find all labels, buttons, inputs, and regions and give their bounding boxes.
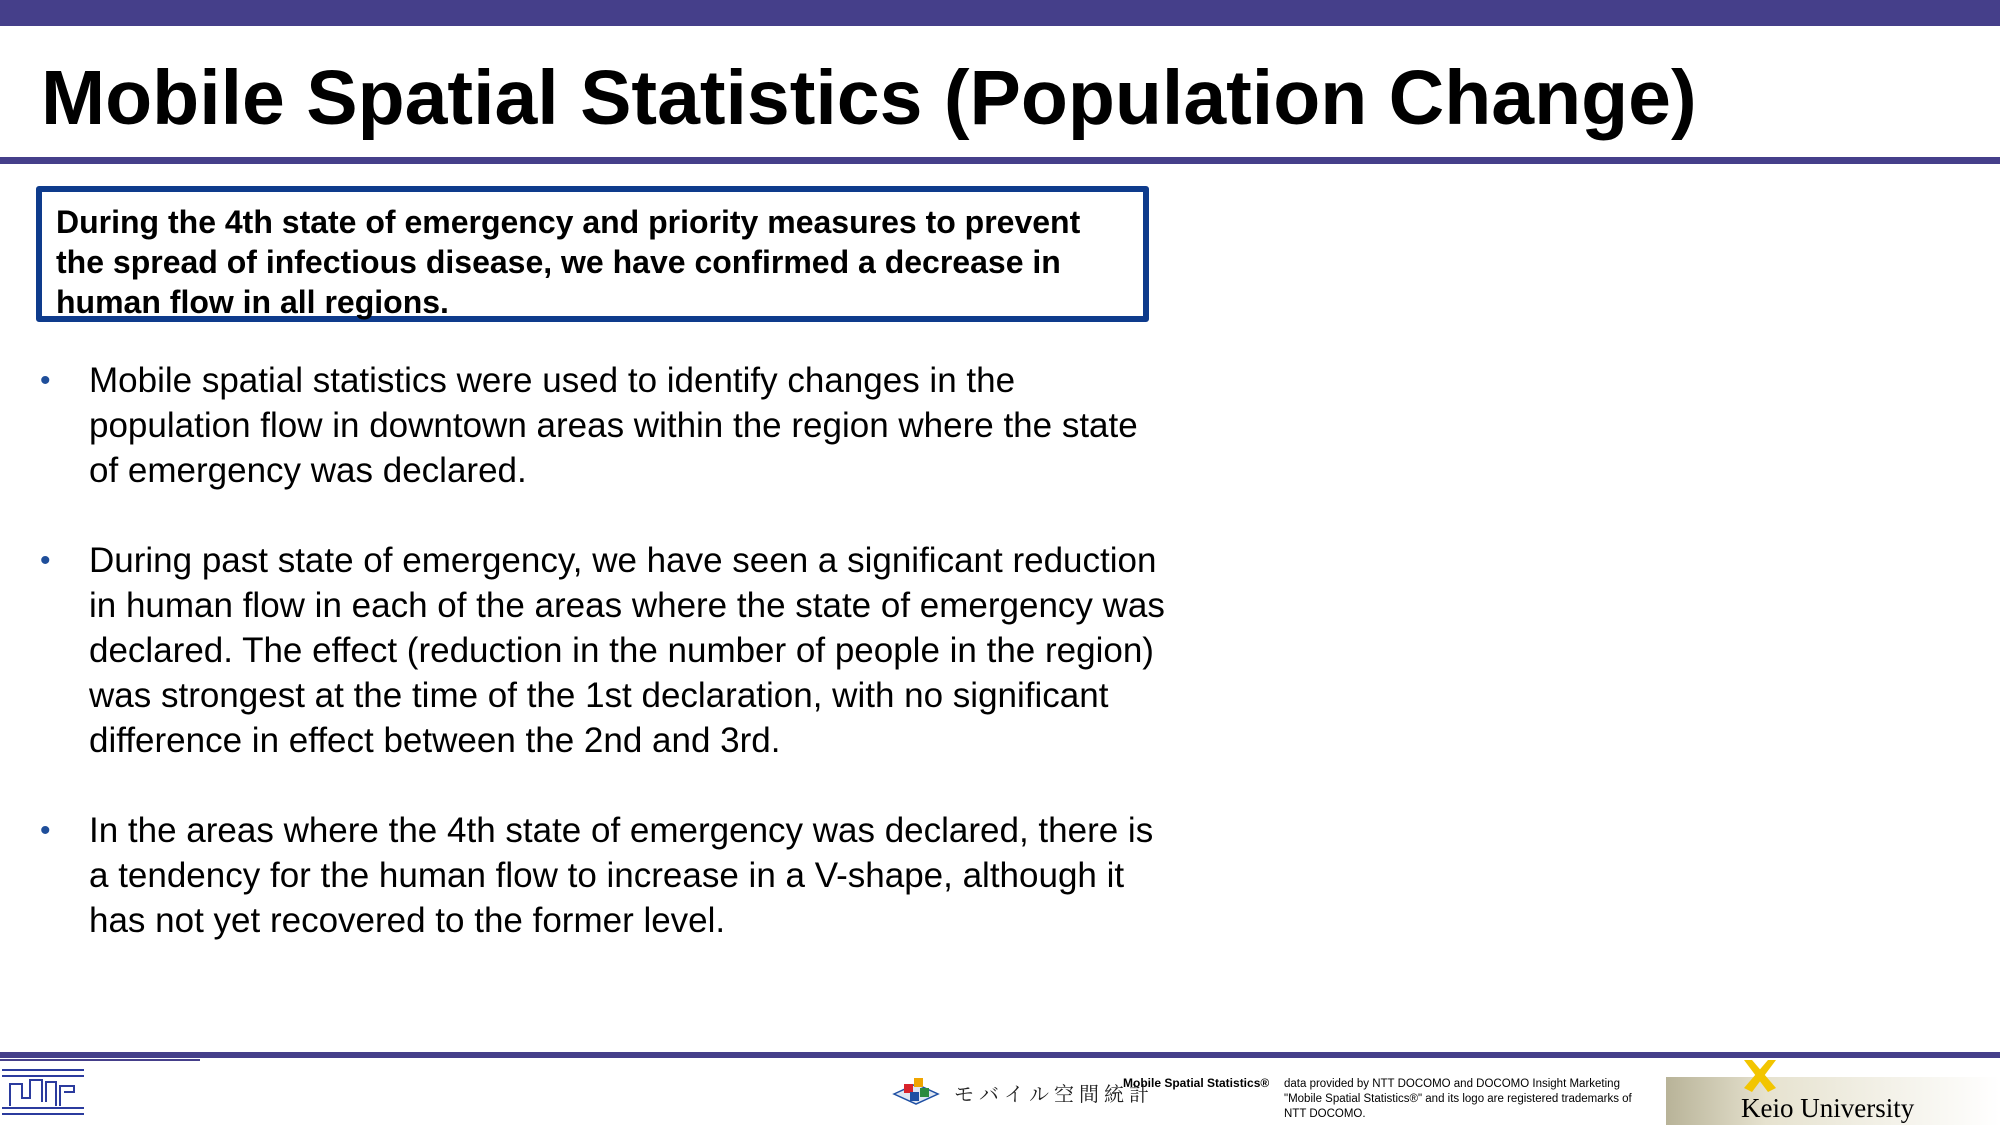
bullet-marker: • — [40, 544, 51, 577]
footer-divider-accent — [0, 1059, 200, 1061]
footer-divider — [0, 1052, 2000, 1058]
slide-title: Mobile Spatial Statistics (Population Change) — [41, 55, 1697, 141]
bullet-list — [38, 358, 1168, 988]
bullet-item — [38, 538, 1168, 763]
mss-logo-text: モバイル空間統計 — [954, 1084, 1154, 1106]
bullet-item — [38, 358, 1168, 493]
bullet-item — [38, 808, 1168, 943]
summary-text: During the 4th state of emergency and priority measures to prevent the spread of infectious disease, we have confirmed a decrease in human flow in all regions. — [56, 204, 1081, 320]
lab-logo-icon — [2, 1062, 84, 1122]
bullet-marker: • — [40, 364, 51, 397]
top-accent-bar — [0, 0, 2000, 26]
bullet-marker: • — [40, 814, 51, 847]
keio-university-name: Keio University — [1741, 1093, 1915, 1123]
bullet-text: In the areas where the 4th state of emergency was declared, there is a tendency for the human flow to increase in a V-shape, although it has not yet recovered to the former level. — [89, 811, 1154, 940]
keio-pen-emblem-icon — [1740, 1058, 1780, 1094]
footer-notice: data provided by NTT DOCOMO and DOCOMO Insight Marketing "Mobile Spatial Statistics®" and its logo are registered trademarks of NTT DOCOMO. — [1284, 1078, 1632, 1120]
summary-box — [36, 186, 1149, 322]
title-divider — [0, 157, 2000, 164]
bullet-text: Mobile spatial statistics were used to identify changes in the population flow in downtown areas within the region where the state of emergency was declared. — [89, 361, 1138, 490]
footer-brand: Mobile Spatial Statistics® — [1123, 1076, 1270, 1090]
bullet-text: During past state of emergency, we have seen a significant reduction in human flow in each of the areas where the state of emergency was declared. The effect (reduction in the number of people in the region) was strongest at the time of the 1st declaration, with no significant difference in effect between the 2nd and 3rd. — [89, 541, 1165, 760]
